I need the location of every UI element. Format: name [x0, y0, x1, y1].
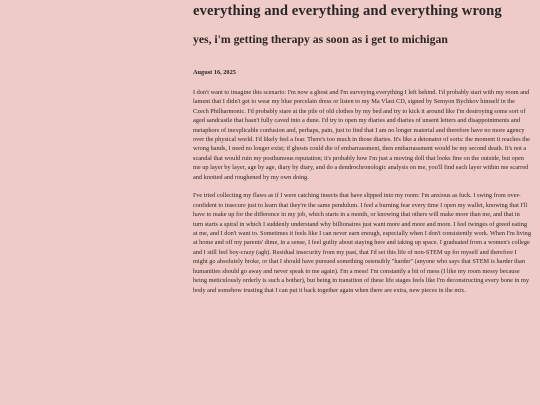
blog-title[interactable]: everything and everything and everything wrong	[193, 3, 502, 19]
post-body	[193, 88, 531, 304]
post-title[interactable]: yes, i'm getting therapy as soon as i get to michigan	[193, 33, 448, 46]
post-date: August 16, 2025	[193, 69, 236, 76]
post-paragraph: I've tried collecting my flaws as if I were catching insects that have slipped into my room: I'm anxious as fuck. I swing from over-confident to insecure just to learn that they're the same pendulum. I feel a burning fear every time I open my wallet, knowing that I'll have to make up for the difference in my job, which starts in a month, or knowing that others will make more than me, and that in turn starts a spiral in which I suddenly understand why billionaires just want more and more and more. I feel twinges of greed eating at me, and I don't want to. Sometimes it feels like I can never earn enough, especially when I don't consistently work. When I'm living at home and off my parents' dime, in a sense, I feel guilty about staying here and taking up space. I graduated from a women's college and I still feel boy-crazy (agh). Residual insecurity from my past, that I'd set this life of non-STEM up for myself and therefore I might go absolutely broke, or that I should have pursued something ostensibly "harder" (anyone who says that STEM is harder than humanities should go away and never speak to me again). I'm a mess! I'm constantly a bit of mess (I like my room messy because being meticulously orderly is such a bother), but being in transition of these life stages feels like I'm deconstructing every bone in my body and somehow trusting that I can put it back together again when there are extra, new pieces in the mix.	[193, 192, 531, 294]
post-paragraph: I don't want to imagine this scenario: I'm now a ghost and I'm surveying everything I left behind. I'd probably start with my room and lament that I didn't get to wear my blue porcelain dress or listen to my Ma Vlast CD, signed by Semyon Bychkov himself in the Czech Philharmonic. I'd probably stare at the pile of old clothes by my bed and try to kick it around like I'm destroying some sort of aged sandcastle that hasn't fully caved into a dune. I'd try to open my diaries and diaries of unsent letters and disappointments and metaphors of inexplicable confusion and, perhaps, pain, just to find that I am no longer material and therefore have no more agency over the physical world. I'd likely feel a fear. There's too much in those diaries. It's like a detonator of sorts: the moment it reaches the wrong hands, I need no longer exist; if ghosts could die of embarrassment, then embarrassment would be my second death. It's not a scandal that would ruin my posthumous reputation; it's probably how I'm just a moving doll that looks fine on the outside, but open me up layer by layer, age by age, diary by diary, and do a dendrochronologic analysis on me, you'll find each layer within me scarred and knotted and roughened by my own doing.	[193, 89, 530, 181]
